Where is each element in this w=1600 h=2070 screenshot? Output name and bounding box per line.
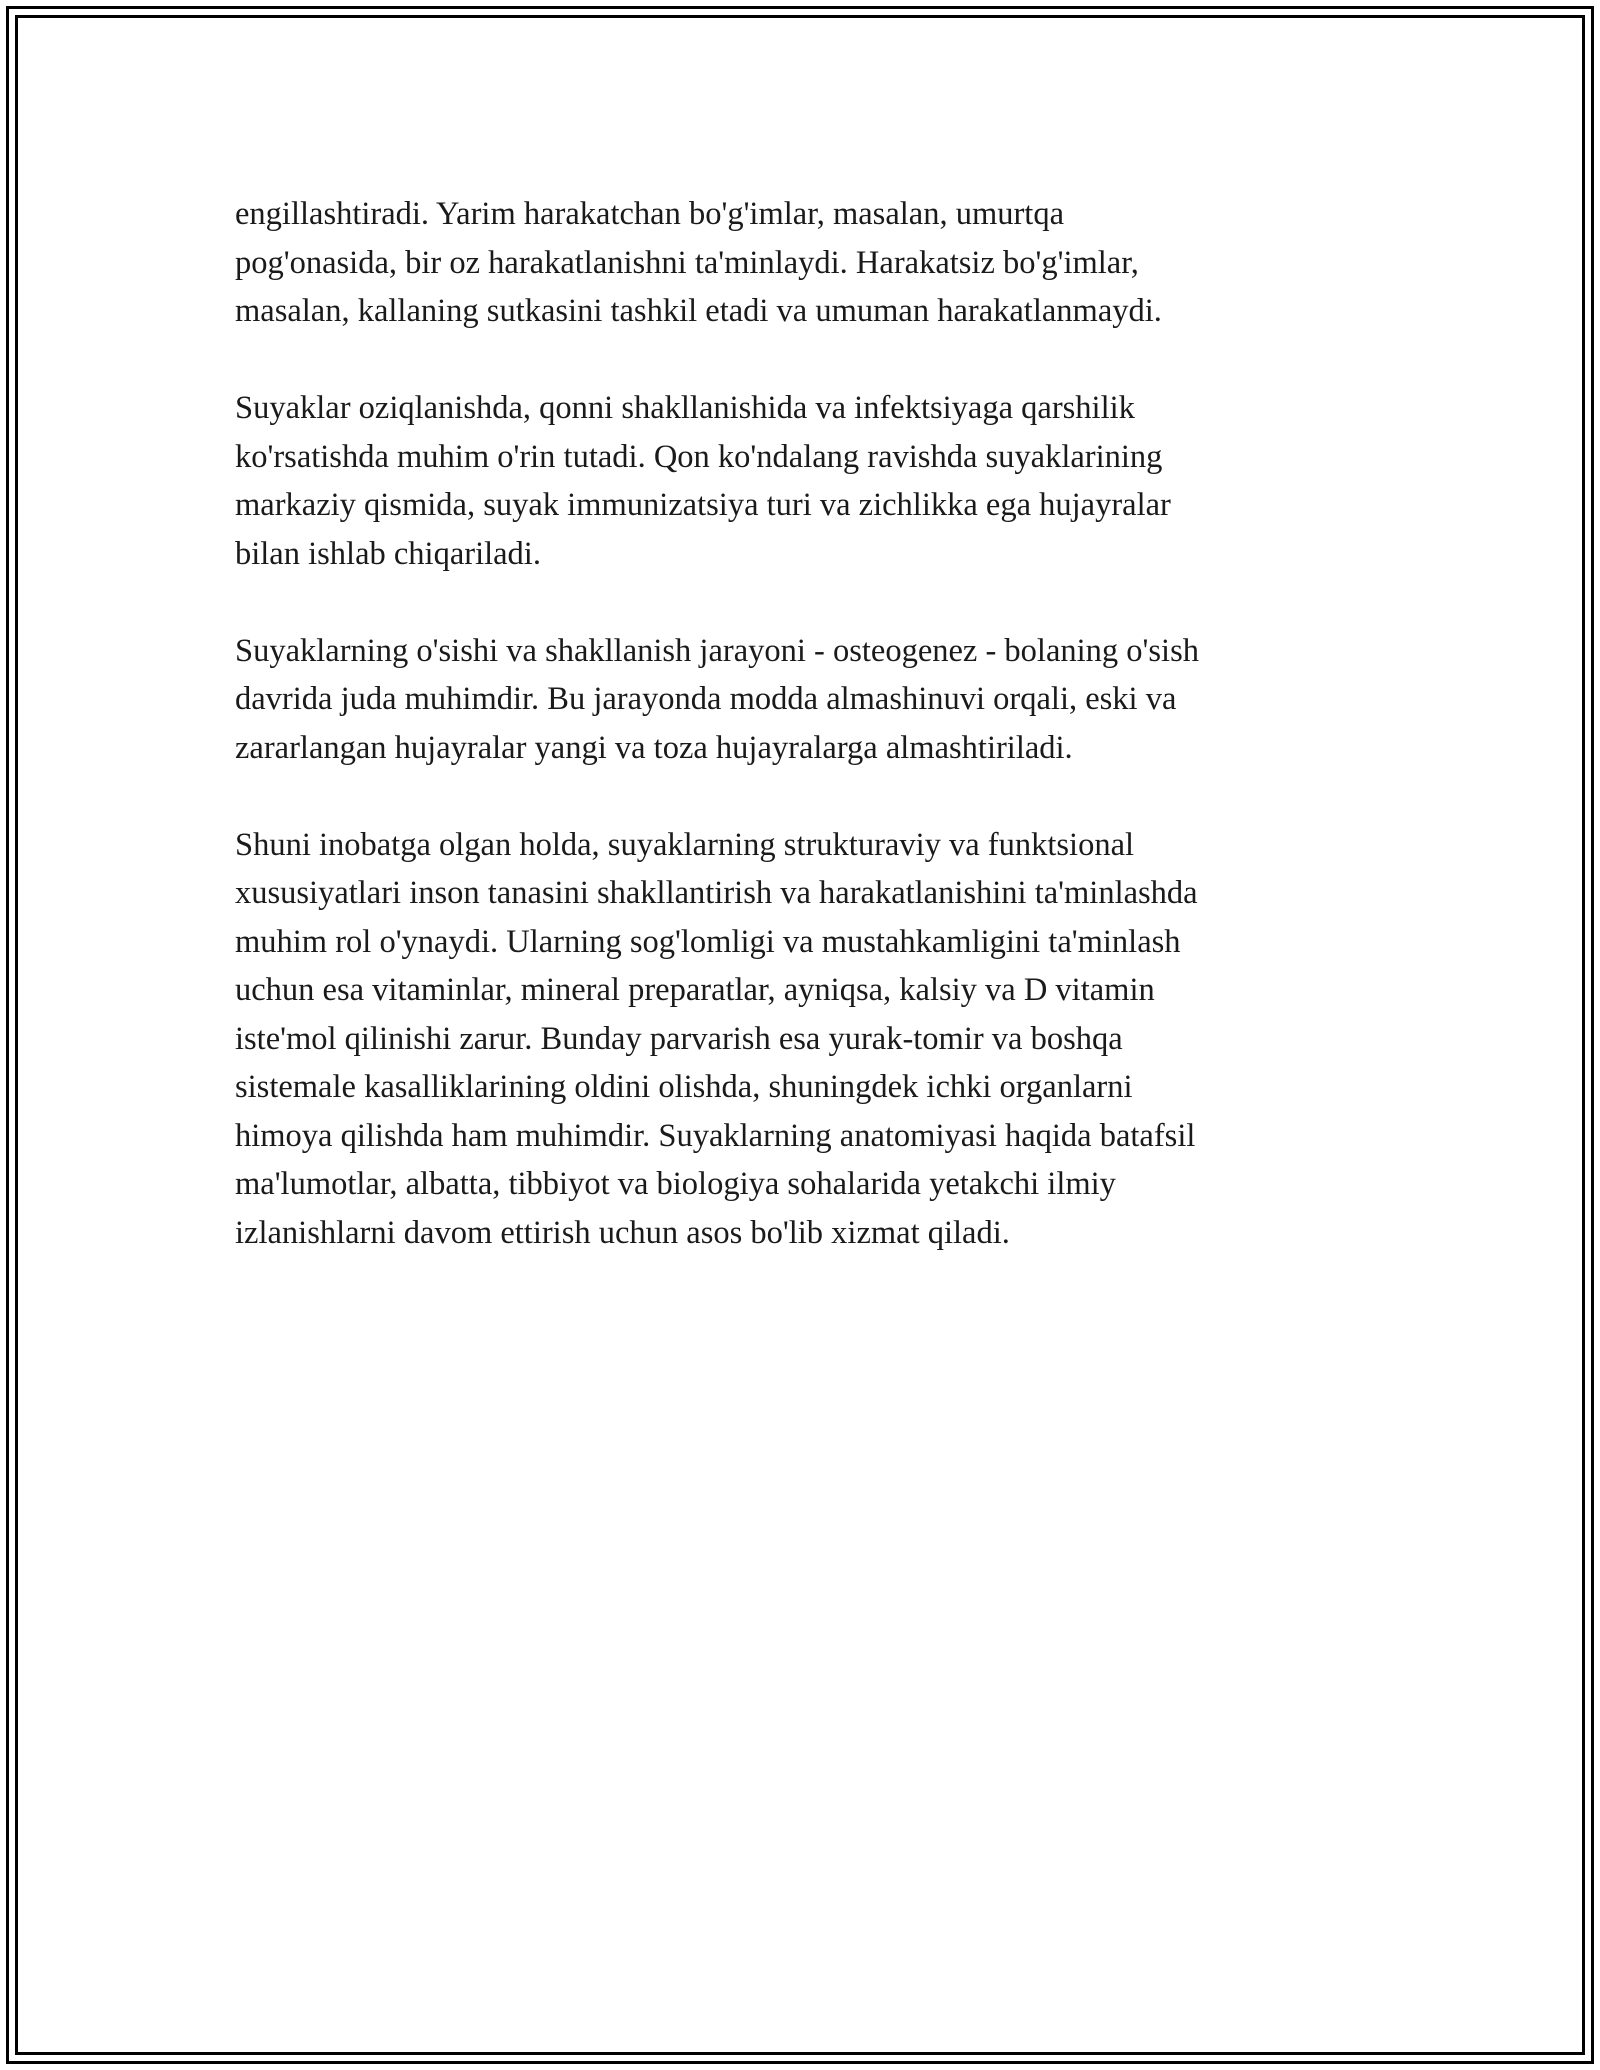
document-body — [235, 190, 1365, 1306]
paragraph-conclusion: Shuni inobatga olgan holda, suyaklarning strukturaviy va funktsional xususiyatlari inson tanasini shakllantirish va harakatlanishini ta'minlashda muhim rol o'ynaydi. Ularning sog'lomligi va mustahkamligini ta'minlash uchun esa vitaminlar, mineral preparatlar, ayniqsa, kalsiy va D vitamin iste'mol qilinishi zarur. Bunday parvarish esa yurak-tomir va boshqa sistemale kasalliklarining oldini olishda, shuningdek ichki organlarni himoya qilishda ham muhimdir. Suyaklarning anatomiyasi haqida batafsil ma'lumotlar, albatta, tibbiyot va biologiya sohalarida yetakchi ilmiy izlanishlarni davom ettirish uchun asos bo'lib xizmat qiladi. — [235, 826, 1198, 1251]
paragraph-joints: engillashtiradi. Yarim harakatchan bo'g'imlar, masalan, umurtqa pog'onasida, bir oz harakatlanishni ta'minlaydi. Harakatsiz bo'g'imlar, masalan, kallaning sutkasini tashkil etadi va umuman harakatlanmaydi. — [235, 196, 1162, 329]
paragraph-osteogenesis: Suyaklarning o'sishi va shakllanish jarayoni - osteogenez - bolaning o'sish davrida juda muhimdir. Bu jarayonda modda almashinuvi orqali, eski va zararlangan hujayralar yangi va toza hujayralarga almashtiriladi. — [235, 632, 1199, 766]
paragraph-bone-functions: Suyaklar oziqlanishda, qonni shakllanishida va infektsiyaga qarshilik ko'rsatishda muhim o'rin tutadi. Qon ko'ndalang ravishda suyaklarining markaziy qismida, suyak immunizatsiya turi va zichlikka ega hujayralar bilan ishlab chiqariladi. — [235, 390, 1171, 572]
